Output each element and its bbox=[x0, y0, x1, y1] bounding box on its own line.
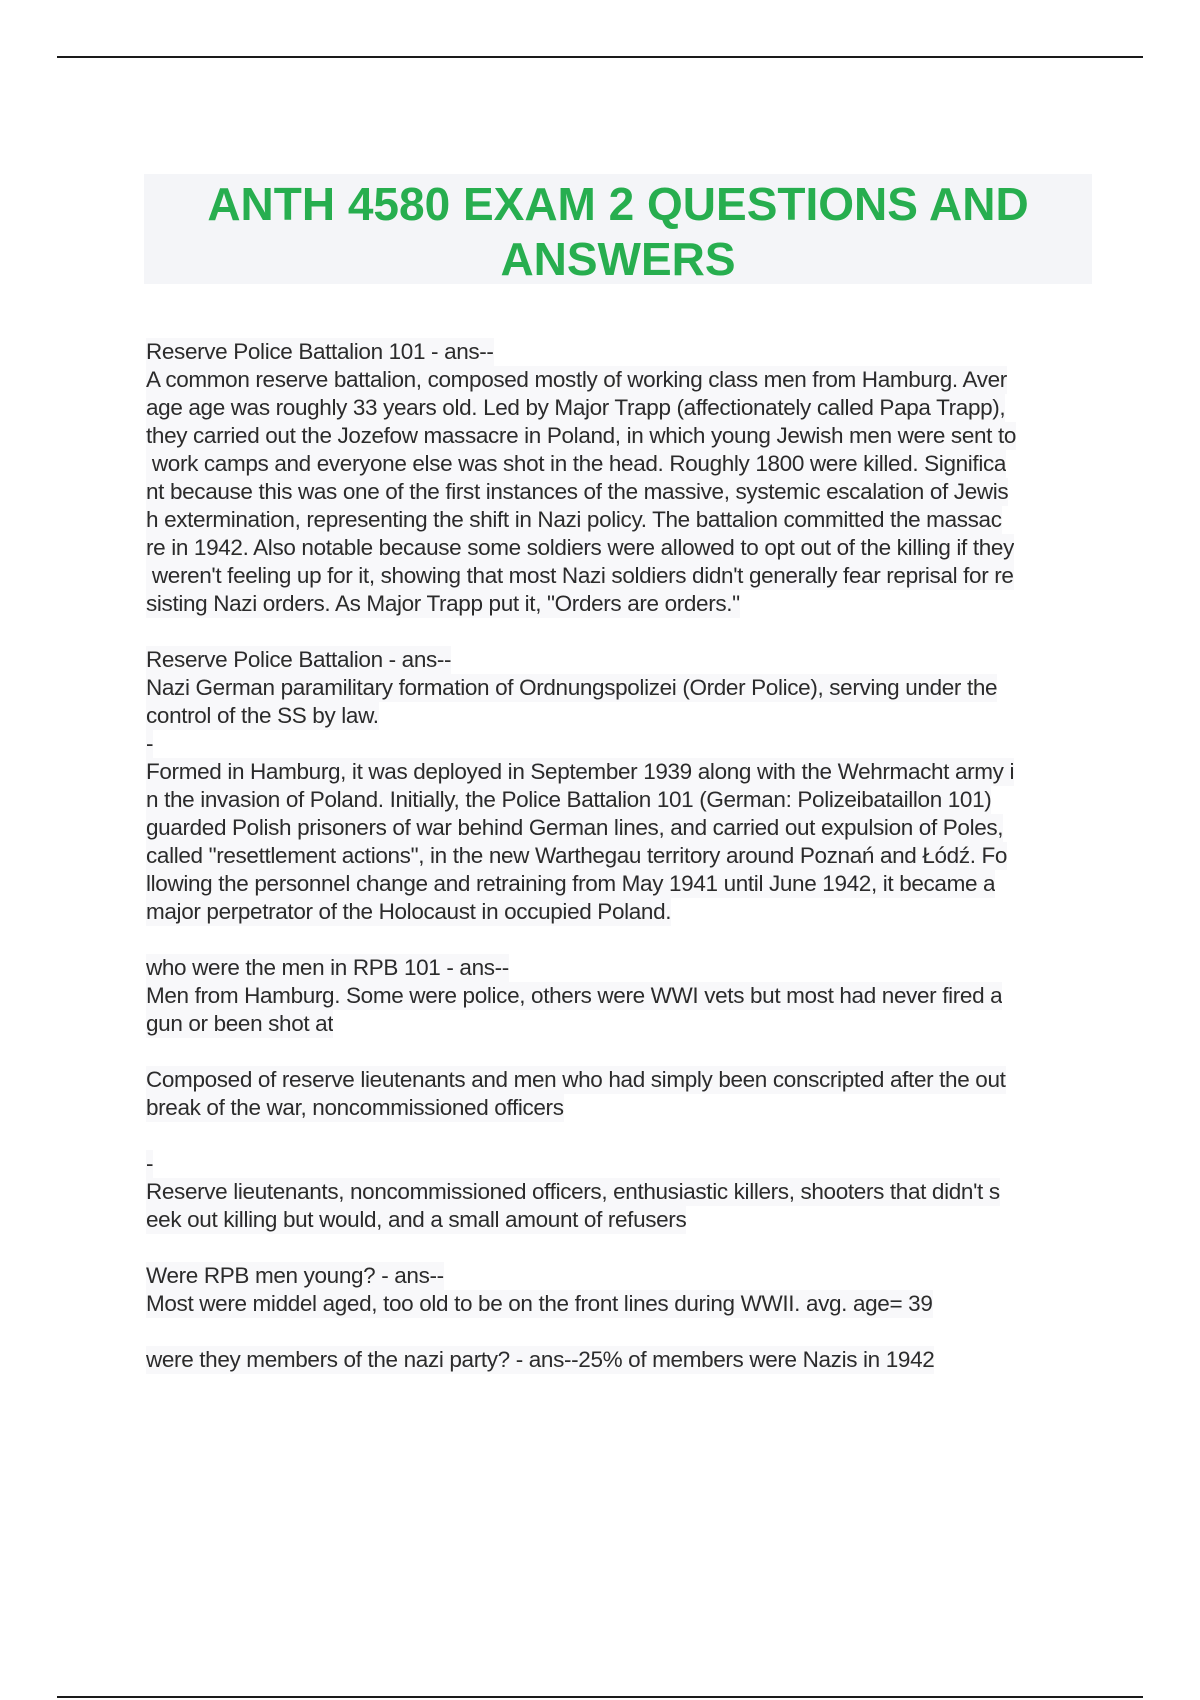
spacer bbox=[146, 1038, 1096, 1066]
answer-line: nt because this was one of the first instances of the massive, systemic escalation of Jewis bbox=[146, 479, 1009, 504]
qa-item-nazi-party-members bbox=[146, 1346, 1096, 1374]
answer-separator: - bbox=[146, 731, 154, 756]
title-banner bbox=[144, 174, 1092, 284]
answer-line: control of the SS by law. bbox=[146, 703, 379, 728]
spacer bbox=[146, 1234, 1096, 1262]
qa-item-reserve-police-battalion-101 bbox=[146, 338, 1096, 618]
answer-line: Reserve lieutenants, noncommissioned officers, enthusiastic killers, shooters that didn't s bbox=[146, 1179, 1000, 1204]
answer-separator: - bbox=[146, 1151, 154, 1176]
question-text: Were RPB men young? - ans-- bbox=[146, 1263, 444, 1288]
answer-line: age age was roughly 33 years old. Led by Major Trapp (affectionately called Papa Trapp), bbox=[146, 395, 1006, 420]
top-rule bbox=[57, 56, 1143, 58]
answer-line: Composed of reserve lieutenants and men who had simply been conscripted after the out bbox=[146, 1067, 1006, 1092]
answer-line: Formed in Hamburg, it was deployed in September 1939 along with the Wehrmacht army i bbox=[146, 759, 1015, 784]
answer-line: weren't feeling up for it, showing that most Nazi soldiers didn't generally fear reprisal for re bbox=[146, 563, 1014, 588]
title-line-2: ANSWERS bbox=[500, 233, 736, 285]
answer-line: sisting Nazi orders. As Major Trapp put it, "Orders are orders." bbox=[146, 591, 740, 616]
answer-line: break of the war, noncommissioned officers bbox=[146, 1095, 564, 1120]
qa-item-rpb-men-young bbox=[146, 1262, 1096, 1318]
answer-line: llowing the personnel change and retraining from May 1941 until June 1942, it became a bbox=[146, 871, 996, 896]
question-text: who were the men in RPB 101 - ans-- bbox=[146, 955, 509, 980]
answer-line: eek out killing but would, and a small amount of refusers bbox=[146, 1207, 687, 1232]
answer-line: they carried out the Jozefow massacre in Poland, in which young Jewish men were sent to bbox=[146, 423, 1017, 448]
qa-item-reserve-police-battalion bbox=[146, 646, 1096, 926]
spacer bbox=[146, 1122, 1096, 1150]
question-text: Reserve Police Battalion - ans-- bbox=[146, 647, 452, 672]
answer-line: called "resettlement actions", in the new Warthegau territory around Poznań and Łódź. Fo bbox=[146, 843, 1008, 868]
spacer bbox=[146, 926, 1096, 954]
answer-line: Most were middel aged, too old to be on the front lines during WWII. avg. age= 39 bbox=[146, 1291, 933, 1316]
answer-line: A common reserve battalion, composed mostly of working class men from Hamburg. Aver bbox=[146, 367, 1007, 392]
answer-line: gun or been shot at bbox=[146, 1011, 334, 1036]
answer-line: Men from Hamburg. Some were police, others were WWI vets but most had never fired a bbox=[146, 983, 1003, 1008]
bottom-rule bbox=[57, 1696, 1143, 1698]
document-body bbox=[146, 338, 1096, 1374]
title-line-1: ANTH 4580 EXAM 2 QUESTIONS AND bbox=[207, 178, 1029, 230]
question-text: Reserve Police Battalion 101 - ans-- bbox=[146, 339, 494, 364]
question-answer-text: were they members of the nazi party? - ans--25% of members were Nazis in 1942 bbox=[146, 1347, 935, 1372]
answer-line: major perpetrator of the Holocaust in occupied Poland. bbox=[146, 899, 672, 924]
spacer bbox=[146, 618, 1096, 646]
answer-line: work camps and everyone else was shot in the head. Roughly 1800 were killed. Significa bbox=[146, 451, 1007, 476]
answer-line: re in 1942. Also notable because some soldiers were allowed to opt out of the killing if they bbox=[146, 535, 1014, 560]
spacer bbox=[146, 1318, 1096, 1346]
answer-line: n the invasion of Poland. Initially, the Police Battalion 101 (German: Polizeibataillon 101) bbox=[146, 787, 992, 812]
answer-line: guarded Polish prisoners of war behind German lines, and carried out expulsion of Poles, bbox=[146, 815, 1004, 840]
qa-item-men-in-rpb-101 bbox=[146, 954, 1096, 1234]
answer-line: h extermination, representing the shift in Nazi policy. The battalion committed the massac bbox=[146, 507, 1002, 532]
answer-line: Nazi German paramilitary formation of Ordnungspolizei (Order Police), serving under the bbox=[146, 675, 998, 700]
document-title bbox=[144, 174, 1092, 287]
